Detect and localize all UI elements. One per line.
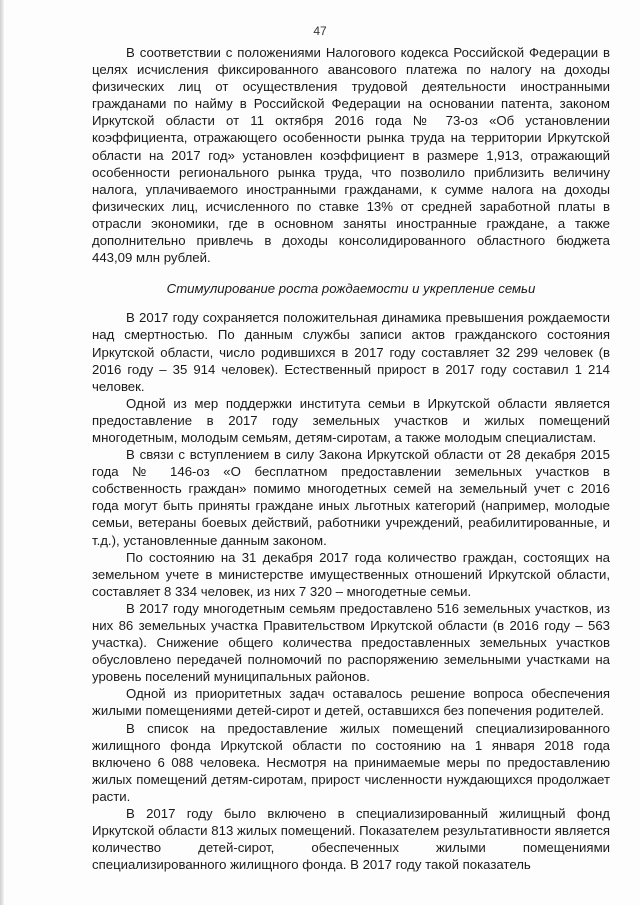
section-heading: Стимулирование роста рождаемости и укрепление семьи [166, 281, 536, 297]
paragraph-orphans-housing-task: Одной из приоритетных задач оставалось решение вопроса обеспечения жилыми помещениями детей-сирот и детей, оставшихся без попечения родителей. [92, 686, 610, 719]
paragraph-land-law: В связи с вступлением в силу Закона Иркутской области от 28 декабря 2015 года № 146-оз «О бесплатном предоставлении земельных участков в собственность граждан» помимо многодетных семей на земельный учет с 2016 года могут быть приняты граждане иных льготных категорий (например, молодые семьи, ветераны боевых действий, работники учреждений, реабилитированные, и т.д.), установленные данным законом. [92, 447, 610, 548]
page-number: 47 [313, 24, 327, 38]
paragraph-housing-list: В список на предоставление жилых помещений специализированного жилищного фонда Иркутской области по состоянию на 1 января 2018 года включено 6 088 человека. Несмотря на принимаемые меры по предоставлению жилых помещений детям-сиротам, прирост численности нуждающихся продолжает расти. [92, 720, 610, 804]
paragraph-tax-coefficient: В соответствии с положениями Налогового кодекса Российской Федерации в целях исчисления фиксированного авансового платежа по налогу на доходы физических лиц от осуществления трудовой деятельности иностранными гражданами по найму в Российской Федерации на основании патента, законом Иркутской области от 11 октября 2016 года № 73-оз «Об установлении коэффициента, отражающего особенности рынка труда на территории Иркутской области на 2017 год» установлен коэффициент в размере 1,913, отражающий особенности регионального рынка труда, что позволило приблизить величину налога, уплачиваемого иностранными гражданами, к сумме налога на доходы физических лиц, исчисленного по ставке 13% от средней заработной платы в отрасли экономики, где в основном заняты иностранные граждане, а также дополнительно привлечь в доходы консолидированного областного бюджета 443,09 млн рублей. [92, 45, 610, 266]
scan-edge [0, 0, 4, 905]
paragraph-land-registry-count: По состоянию на 31 декабря 2017 года количество граждан, состоящих на земельном учете в министерстве имущественных отношений Иркутской области, составляет 8 334 человек, из них 7 320 – многодетные семьи. [92, 549, 610, 599]
paragraph-housing-fund-2017: В 2017 году было включено в специализированный жилищный фонд Иркутской области 813 жилых помещений. Показателем результативности является количество детей-сирот, обеспеченных жилыми помещениями специализированного жилищного фонда. В 2017 году такой показатель [92, 806, 610, 873]
paragraph-family-support: Одной из мер поддержки института семьи в Иркутской области является предоставление в 2017 году земельных участков и жилых помещений многодетным, молодым семьям, детям-сиротам, а также молодым специалистам. [92, 395, 610, 445]
paragraph-birth-rate: В 2017 году сохраняется положительная динамика превышения рождаемости над смертностью. По данным службы записи актов гражданского состояния Иркутской области, число родившихся в 2017 году составляет 32 299 человек (в 2016 году – 35 914 человек). Естественный прирост в 2017 году составил 1 214 человек. [92, 310, 610, 394]
document-body [92, 44, 610, 873]
paragraph-land-plots-provided: В 2017 году многодетным семьям предоставлено 516 земельных участков, из них 86 земельных участка Правительством Иркутской области (в 2016 году – 563 участка). Снижение общего количества предоставленных земельных участков обусловлено передачей полномочий по распоряжению земельными участками на уровень поселений муниципальных районов. [92, 600, 610, 685]
